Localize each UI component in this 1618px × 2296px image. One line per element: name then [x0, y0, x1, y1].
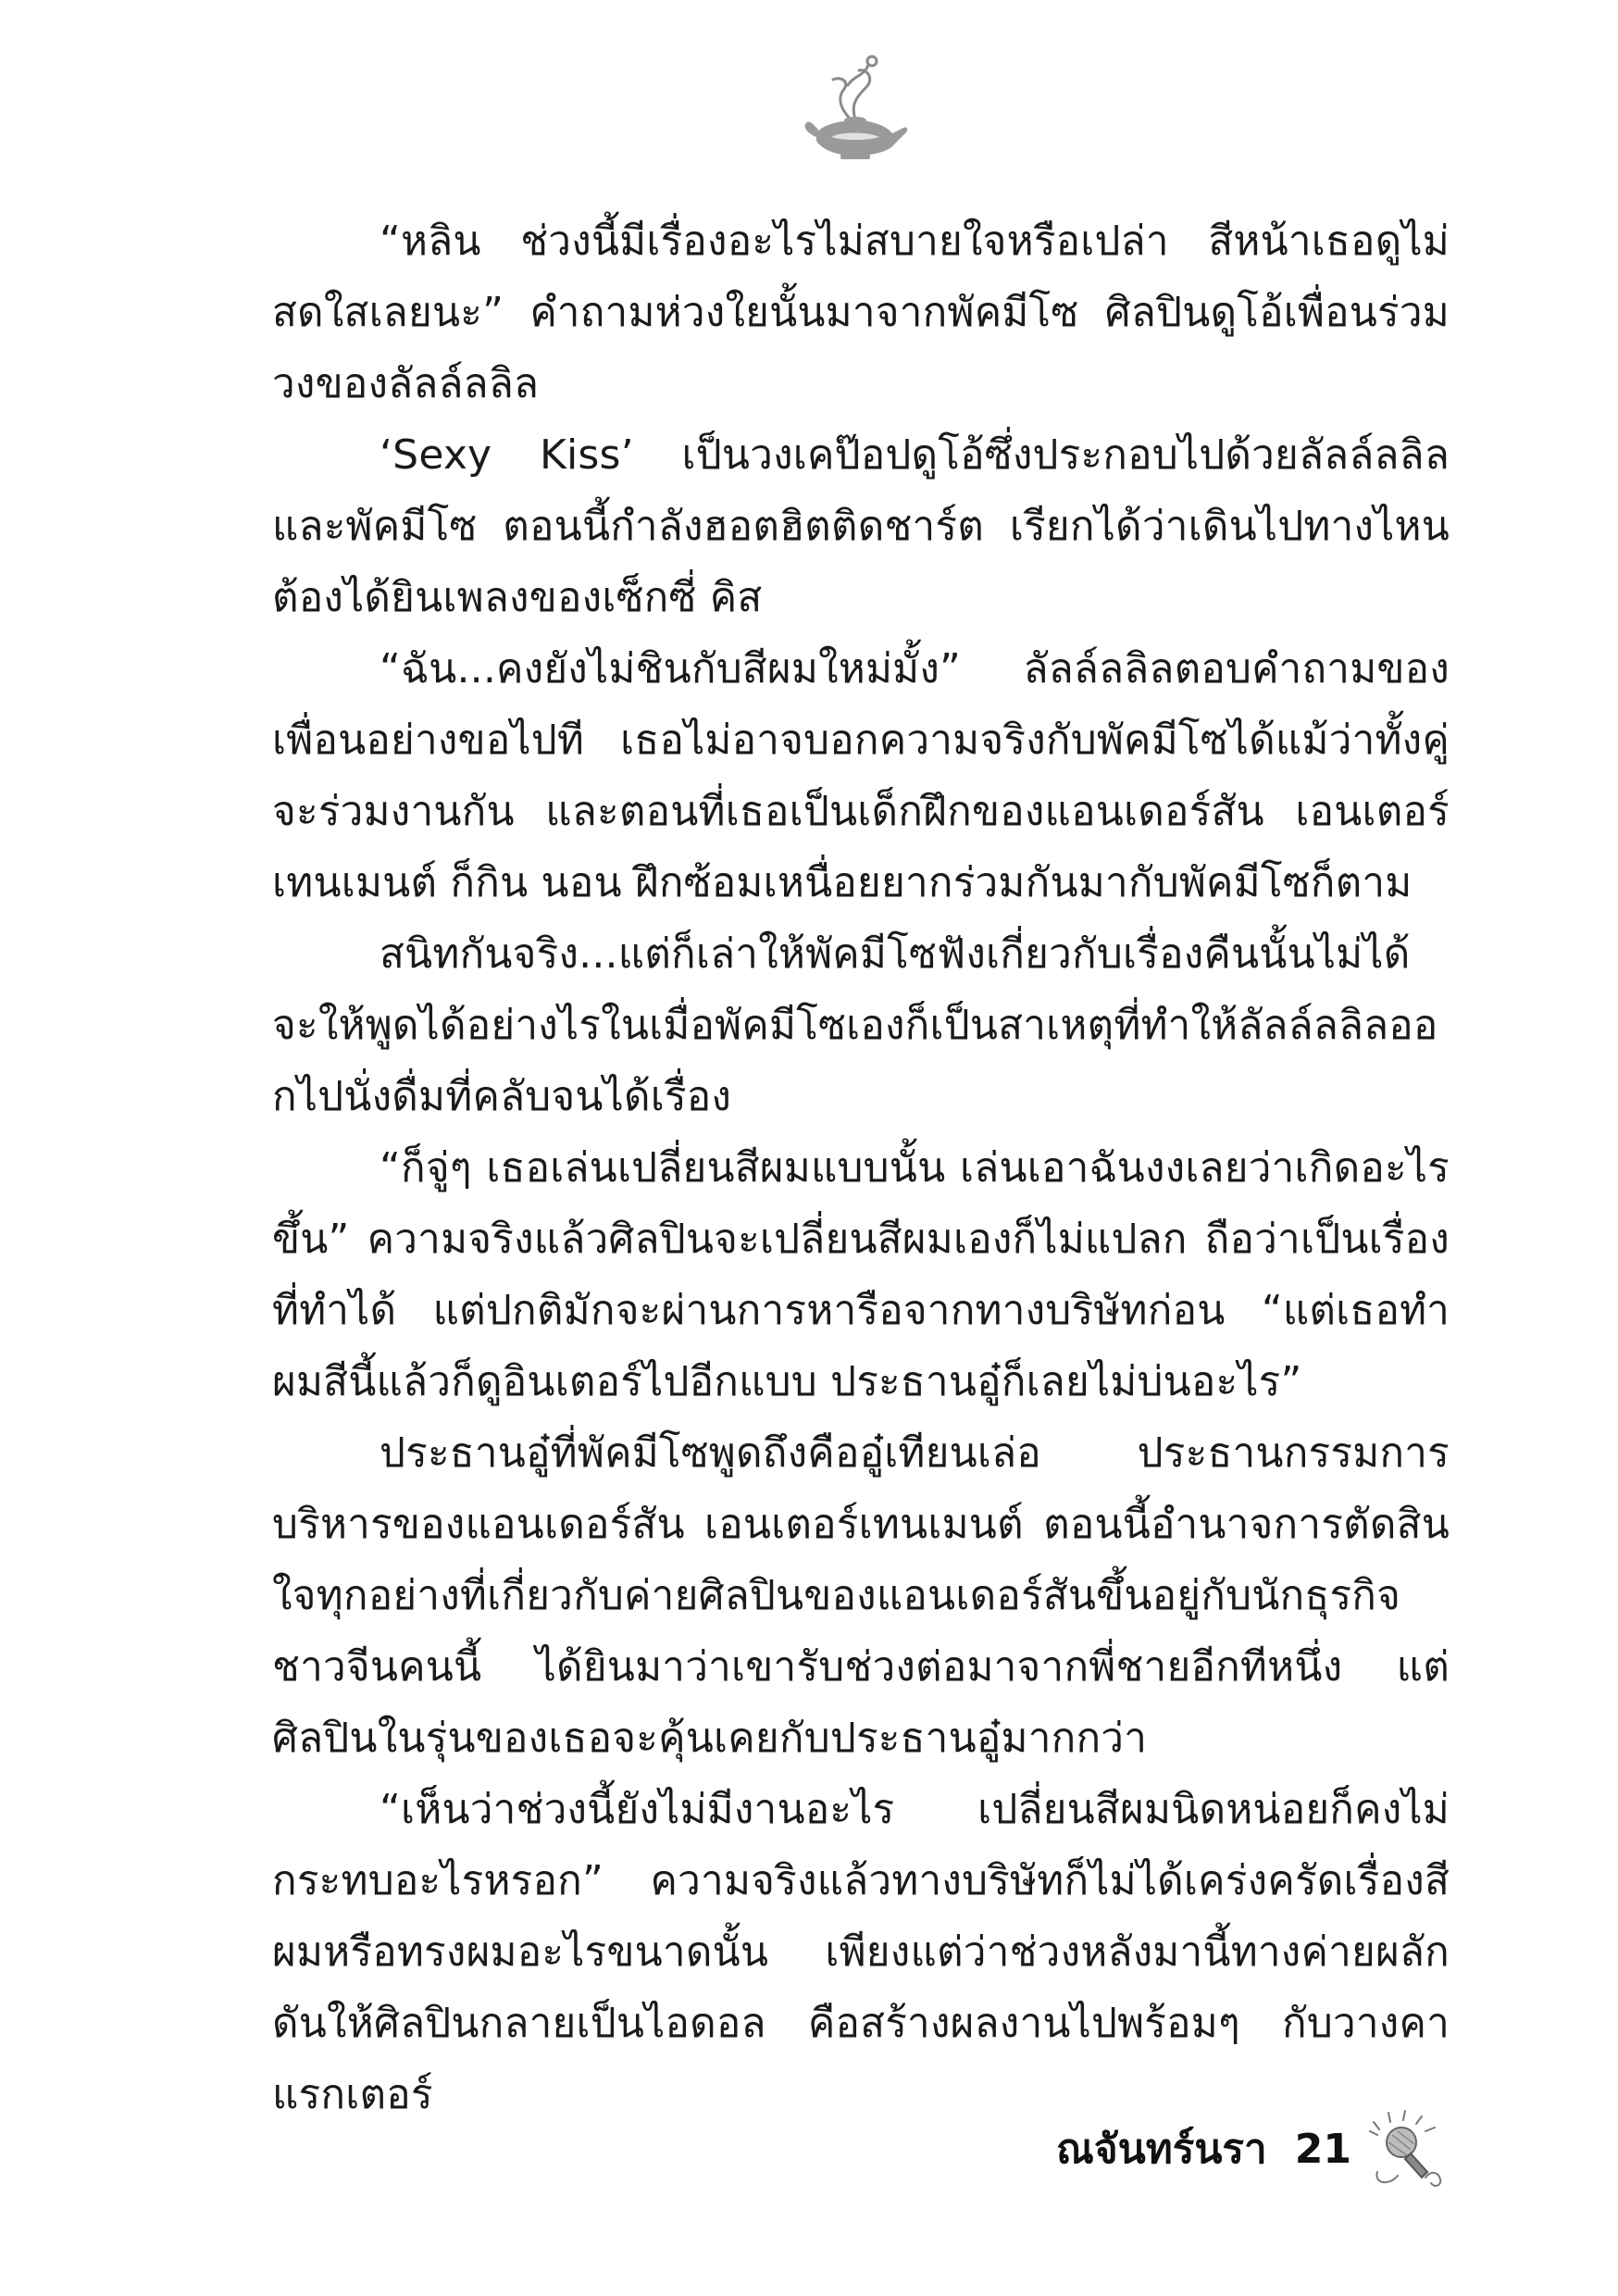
footer-label — [1056, 2122, 1351, 2177]
paragraph: “ก็จู่ๆ เธอเล่นเปลี่ยนสีผมแบบนั้น เล่นเอาฉันงงเลยว่าเกิดอะไรขึ้น” ความจริงแล้วศิลปินจะเปลี่ยนสีผมเองก็ไม่แปลก ถือว่าเป็นเรื่องที่ทำได้ แต่ปกติมักจะผ่านการหารือจากทางบริษัทก่อน “แต่เธอทำผมสีนี้แล้วก็ดูอินเตอร์ไปอีกแบบ ประธานอู๋ก็เลยไม่บ่นอะไร” — [272, 1144, 1450, 1405]
paragraph: “เห็นว่าช่วงนี้ยังไม่มีงานอะไร เปลี่ยนสีผมนิดหน่อยก็คงไม่กระทบอะไรหรอก” ความจริงแล้วทางบริษัทก็ไม่ได้เคร่งครัดเรื่องสีผมหรือทรงผมอะไรขนาดนั้น เพียงแต่ว่าช่วงหลังมานี้ทางค่ายผลักดันให้ศิลปินกลายเป็นไอดอล คือสร้างผลงานไปพร้อมๆ กับวางคาแรกเตอร์ — [272, 1786, 1450, 2118]
page-footer — [0, 2100, 1618, 2202]
body-text — [272, 206, 1450, 2118]
microphone-icon — [1361, 2103, 1450, 2192]
paragraph: “ฉัน...คงยังไม่ชินกับสีผมใหม่มั้ง” ลัลล์ลลิลตอบคำถามของเพื่อนอย่างขอไปที เธอไม่อาจบอกความจริงกับพัคมีโซได้แม้ว่าทั้งคู่จะร่วมงานกัน และตอนที่เธอเป็นเด็กฝึกของแอนเดอร์สัน เอนเตอร์เทนเมนต์ ก็กิน นอน ฝึกซ้อมเหนื่อยยากร่วมกันมากับพัคมีโซก็ตาม — [272, 645, 1450, 906]
paragraph: ‘Sexy Kiss’ เป็นวงเคป๊อปดูโอ้ซึ่งประกอบไปด้วยลัลล์ลลิลและพัคมีโซ ตอนนี้กำลังฮอตฮิตติดชาร์ต เรียกได้ว่าเดินไปทางไหนต้องได้ยินเพลงของเซ็กซี่ คิส — [272, 431, 1450, 621]
paragraph: สนิทกันจริง...แต่ก็เล่าให้พัคมีโซฟังเกี่ยวกับเรื่องคืนนั้นไม่ได้ จะให้พูดได้อย่างไรในเมื่อพัคมีโซเองก็เป็นสาเหตุที่ทำให้ลัลล์ลลิลออกไปนั่งดื่มที่คลับจนได้เรื่อง — [272, 930, 1438, 1120]
paragraph: ประธานอู๋ที่พัคมีโซพูดถึงคืออู๋เทียนเล่อ ประธานกรรมการบริหารของแอนเดอร์สัน เอนเตอร์เทนเมนต์ ตอนนี้อำนาจการตัดสินใจทุกอย่างที่เกี่ยวกับค่ายศิลปินของแอนเดอร์สันขึ้นอยู่กับนักธุรกิจชาวจีนคนนี้ ได้ยินมาว่าเขารับช่วงต่อมาจากพี่ชายอีกทีหนึ่ง แต่ศิลปินในรุ่นของเธอจะคุ้นเคยกับประธานอู๋มากกว่า — [272, 1429, 1450, 1762]
genie-lamp-icon — [794, 48, 915, 168]
author-name: ณจันทร์นรา — [1056, 2126, 1267, 2173]
paragraph: “หลิน ช่วงนี้มีเรื่องอะไรไม่สบายใจหรือเปล่า สีหน้าเธอดูไม่สดใสเลยนะ” คำถามห่วงใยนั้นมาจากพัคมีโซ ศิลปินดูโอ้เพื่อนร่วมวงของลัลล์ลลิล — [272, 218, 1450, 407]
page-number: 21 — [1294, 2126, 1351, 2173]
